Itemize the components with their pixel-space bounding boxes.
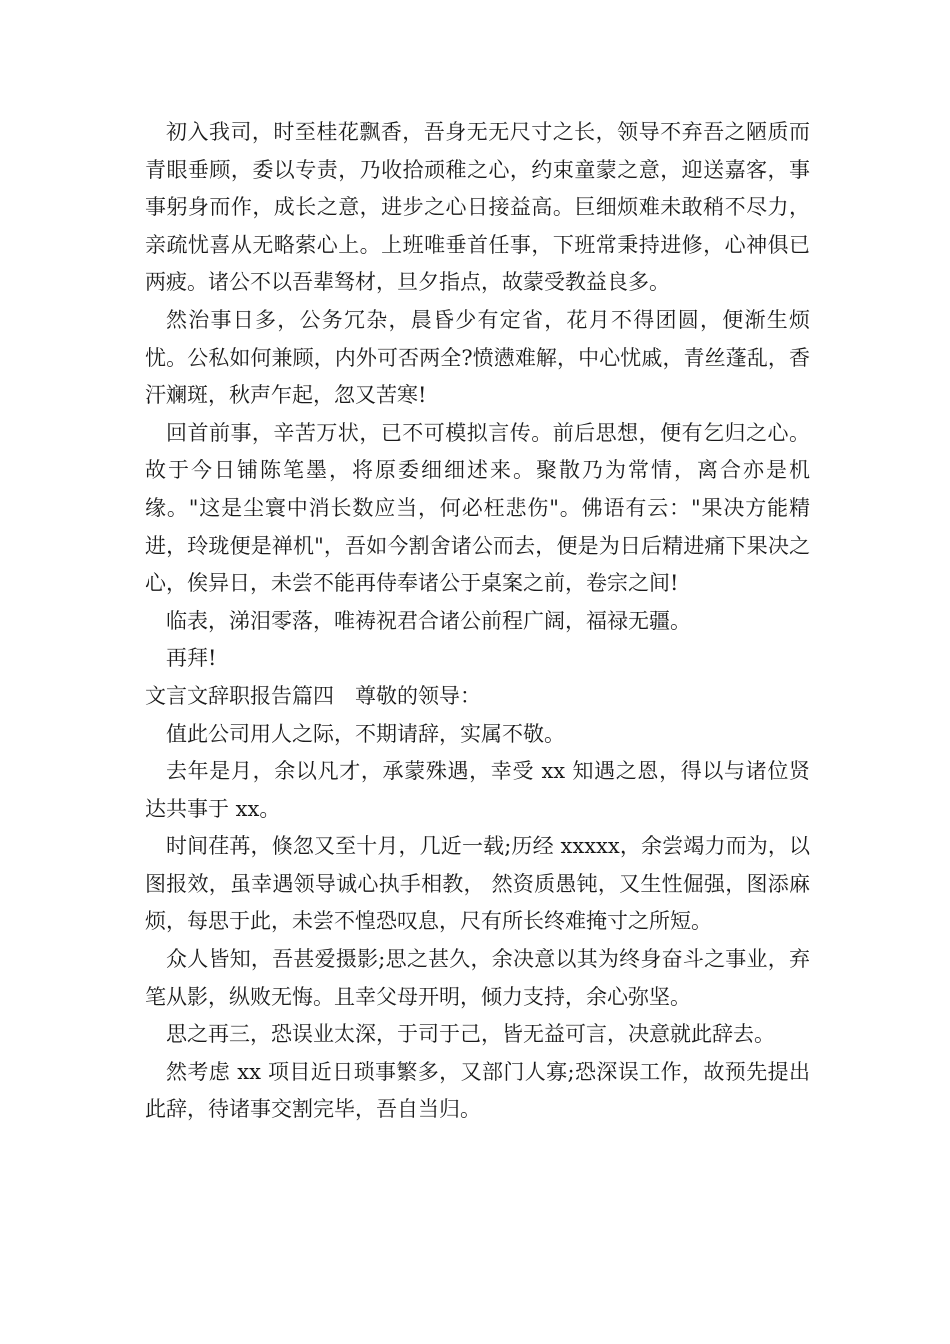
paragraph-time: 时间荏苒，倏忽又至十月，几近一载;历经 xxxxx，余尝竭力而为，以图报效，虽幸遇领导诚心执手相教， 然资质愚钝，又生性倔强，图添麻烦，每思于此，未尝不惶恐叹息，尺有所长终难掩寸之所短。 — [145, 834, 810, 934]
paragraph-opening: 值此公司用人之际，不期请辞，实属不敬。 — [166, 721, 565, 746]
paragraph-farewell: 临表，涕泪零落，唯祷祝君合诸公前程广阔，福禄无疆。 — [166, 608, 691, 633]
paragraph-troubles: 然治事日多，公务冗杂，晨昏少有定省，花月不得团圆，便渐生烦忧。公私如何兼顾，内外可否两全?愤懑难解，中心忧戚，青丝蓬乱，香汗斓斑，秋声乍起，忽又苦寒! — [145, 307, 810, 408]
section-heading: 文言文辞职报告篇四 尊敬的领导： — [145, 683, 481, 708]
paragraph-handover: 然考虑 xx 项目近日琐事繁多，又部门人寡;恐深误工作，故预先提出此辞，待诸事交割完毕，吾自当归。 — [145, 1059, 810, 1122]
paragraph-joining: 初入我司，时至桂花飘香，吾身无无尺寸之长，领导不弃吾之陋质而青眼垂顾，委以专责，乃收拾顽稚之心，约束童蒙之意，迎送嘉客，事事躬身而作，成长之意，进步之心日接益高。巨细烦难未敢稍不尽力，亲疏忧喜从无略萦心上。上班唯垂首任事，下班常秉持进修，心神俱已两疲。诸公不以吾辈驽材，旦夕指点，故蒙受教益良多。 — [145, 120, 810, 295]
paragraph-last-year: 去年是月，余以凡才，承蒙殊遇，幸受 xx 知遇之恩，得以与诸位贤达共事于 xx。 — [145, 759, 810, 821]
paragraph-closing: 再拜! — [166, 646, 217, 671]
document-body — [145, 114, 810, 1129]
paragraph-decision: 思之再三，恐误业太深，于司于己，皆无益可言，决意就此辞去。 — [166, 1022, 775, 1047]
paragraph-reflection: 回首前事，辛苦万状，已不可模拟言传。前后思想，便有乞归之心。故于今日铺陈笔墨，将原委细细述来。聚散乃为常情，离合亦是机缘。"这是尘寰中消长数应当，何必枉悲伤"。佛语有云："果决方能精进，玲珑便是禅机"，吾如今割舍诸公而去，便是为日后精进痛下果决之心，俟异日，未尝不能再侍奉诸公于桌案之前，卷宗之间! — [145, 420, 810, 596]
paragraph-photography: 众人皆知，吾甚爱摄影;思之甚久，余决意以其为终身奋斗之事业，弃笔从影，纵败无悔。且幸父母开明，倾力支持，余心弥坚。 — [145, 947, 810, 1009]
